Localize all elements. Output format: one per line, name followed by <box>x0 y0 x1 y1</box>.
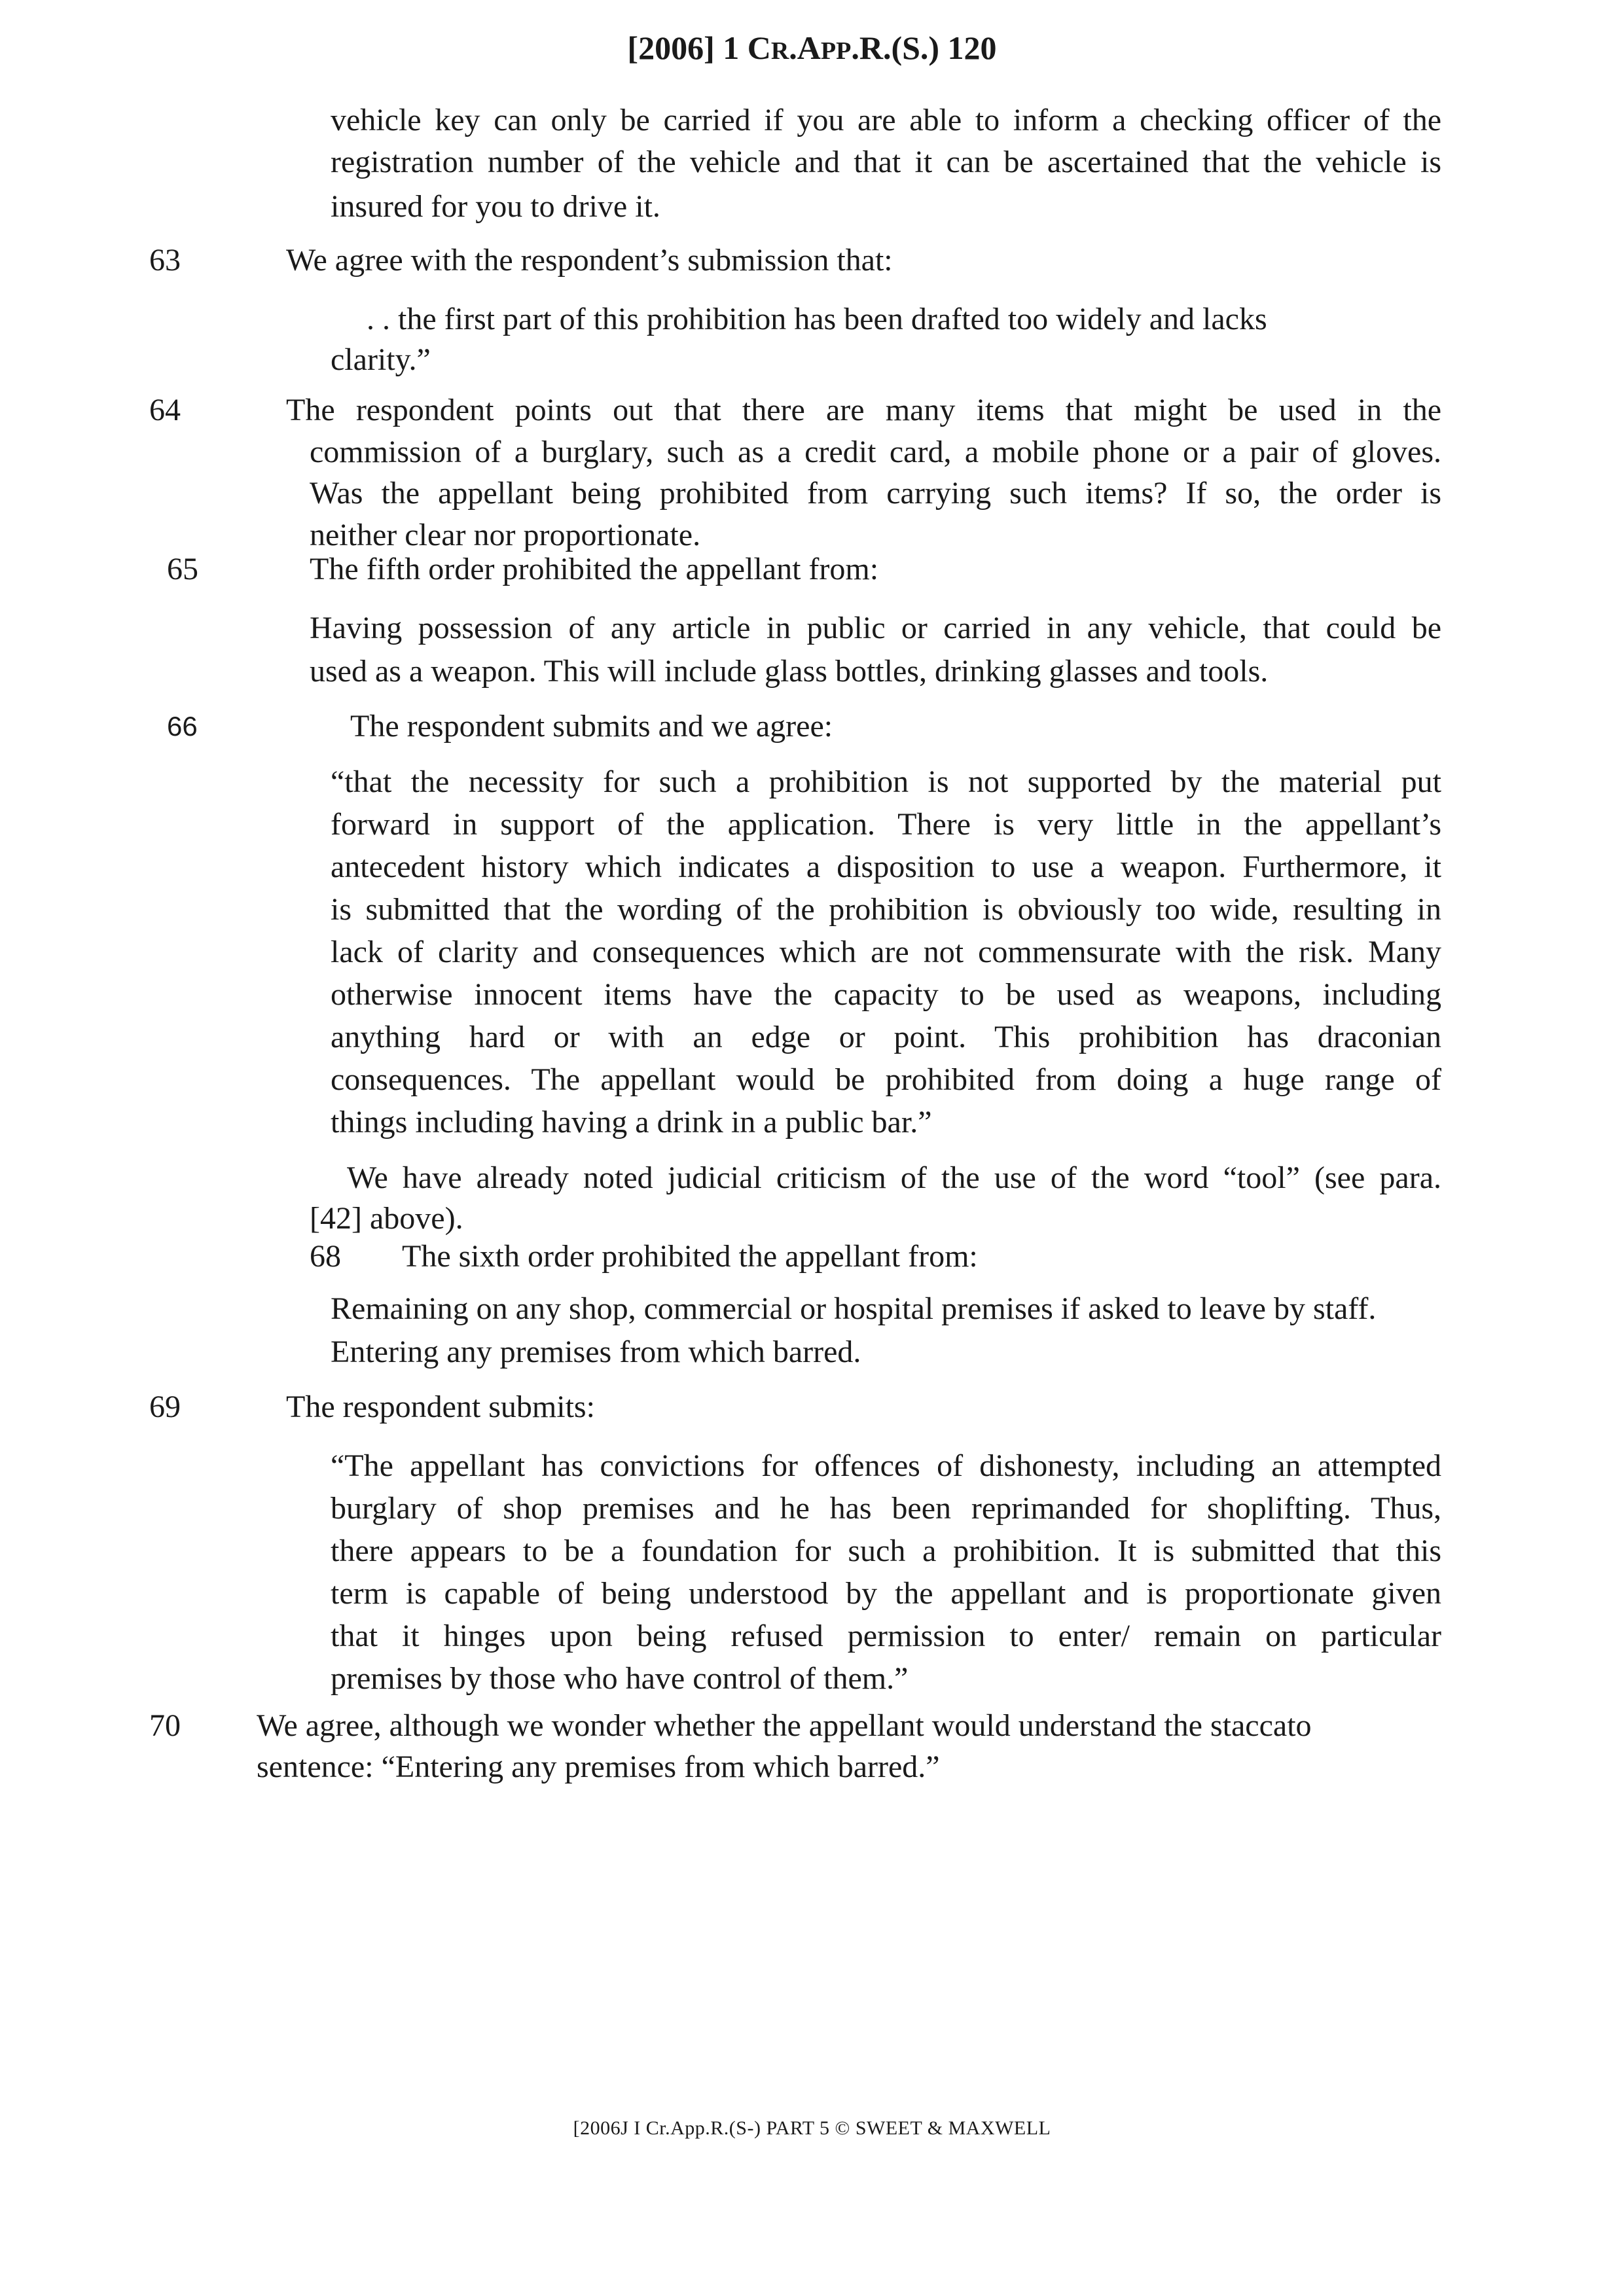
quote-line: forward in support of the application. There is very little in the appellant’s <box>331 807 1441 842</box>
quote-line: there appears to be a foundation for such a prohibition. It is submitted that this <box>331 1534 1441 1568</box>
quote-line: “The appellant has convictions for offences of dishonesty, including an attempted <box>331 1448 1441 1483</box>
text-line: The sixth order prohibited the appellant from: <box>402 1239 978 1274</box>
text-line: insured for you to drive it. <box>331 189 660 224</box>
text-line: The respondent points out that there are many items that might be used in the <box>286 393 1441 427</box>
text-line: neither clear nor proportionate. <box>310 518 701 552</box>
text-line: sentence: “Entering any premises from which barred.” <box>257 1749 940 1784</box>
quote-line: Entering any premises from which barred. <box>331 1335 861 1369</box>
quote-line: anything hard or with an edge or point. This prohibition has draconian <box>331 1020 1441 1054</box>
text-line: commission of a burglary, such as a credit card, a mobile phone or a pair of gloves. <box>310 435 1441 469</box>
running-header <box>0 25 1624 74</box>
paragraph-number: 70 <box>149 1708 181 1743</box>
quote-line: used as a weapon. This will include glass bottles, drinking glasses and tools. <box>310 654 1269 689</box>
text-line: registration number of the vehicle and that it can be ascertained that the vehicle is <box>331 145 1441 179</box>
header-citation-smallcaps: PP <box>820 37 852 65</box>
quote-line: “that the necessity for such a prohibition is not supported by the material put <box>331 764 1441 799</box>
quote-line: that it hinges upon being refused permission to enter/ remain on particular <box>331 1619 1441 1653</box>
quote-line: lack of clarity and consequences which are not commensurate with the risk. Many <box>331 935 1441 969</box>
text-line: Was the appellant being prohibited from carrying such items? If so, the order is <box>310 476 1441 511</box>
header-citation-end: .R.(S.) 120 <box>851 29 997 66</box>
page-footer: [2006J I Cr.App.R.(S-) PART 5 © SWEET & MAXWELL <box>573 2117 1051 2139</box>
text-line: The fifth order prohibited the appellant from: <box>310 552 879 586</box>
paragraph-number: 64 <box>149 393 181 427</box>
header-citation-start: [2006] 1 C <box>627 29 771 66</box>
quote-line: otherwise innocent items have the capacity to be used as weapons, including <box>331 977 1441 1012</box>
text-line: [42] above). <box>310 1201 463 1236</box>
text-line: We agree, although we wonder whether the appellant would understand the staccato <box>257 1708 1312 1743</box>
quote-line: burglary of shop premises and he has been reprimanded for shoplifting. Thus, <box>331 1491 1441 1526</box>
text-line: The respondent submits: <box>286 1390 595 1424</box>
quote-line: Having possession of any article in public or carried in any vehicle, that could be <box>310 611 1441 645</box>
paragraph-number: 68 <box>310 1239 341 1274</box>
quote-line: premises by those who have control of them.” <box>331 1661 909 1696</box>
text-line: We have already noted judicial criticism of the use of the word “tool” (see para. <box>347 1160 1441 1195</box>
quote-line: things including having a drink in a public bar.” <box>331 1105 932 1139</box>
paragraph-number: 69 <box>149 1390 181 1424</box>
header-citation-smallcaps: R <box>770 37 789 65</box>
text-line: vehicle key can only be carried if you are able to inform a checking officer of the <box>331 103 1441 137</box>
quote-line: antecedent history which indicates a disposition to use a weapon. Furthermore, it <box>331 850 1441 884</box>
paragraph-number: 65 <box>167 552 198 586</box>
quote-line: term is capable of being understood by the appellant and is proportionate given <box>331 1576 1441 1611</box>
text-line: The respondent submits and we agree: <box>350 709 833 744</box>
quote-line: clarity.” <box>331 342 431 377</box>
quote-line: . . the first part of this prohibition has been drafted too widely and lacks <box>367 302 1267 336</box>
text-line: We agree with the respondent’s submission that: <box>286 243 893 278</box>
quote-line: consequences. The appellant would be prohibited from doing a huge range of <box>331 1062 1441 1097</box>
header-citation-mid: .A <box>789 29 821 66</box>
paragraph-number: 66 <box>167 711 198 742</box>
quote-line: Remaining on any shop, commercial or hospital premises if asked to leave by staff. <box>331 1291 1377 1326</box>
paragraph-number: 63 <box>149 243 181 278</box>
quote-line: is submitted that the wording of the prohibition is obviously too wide, resulting in <box>331 892 1441 927</box>
